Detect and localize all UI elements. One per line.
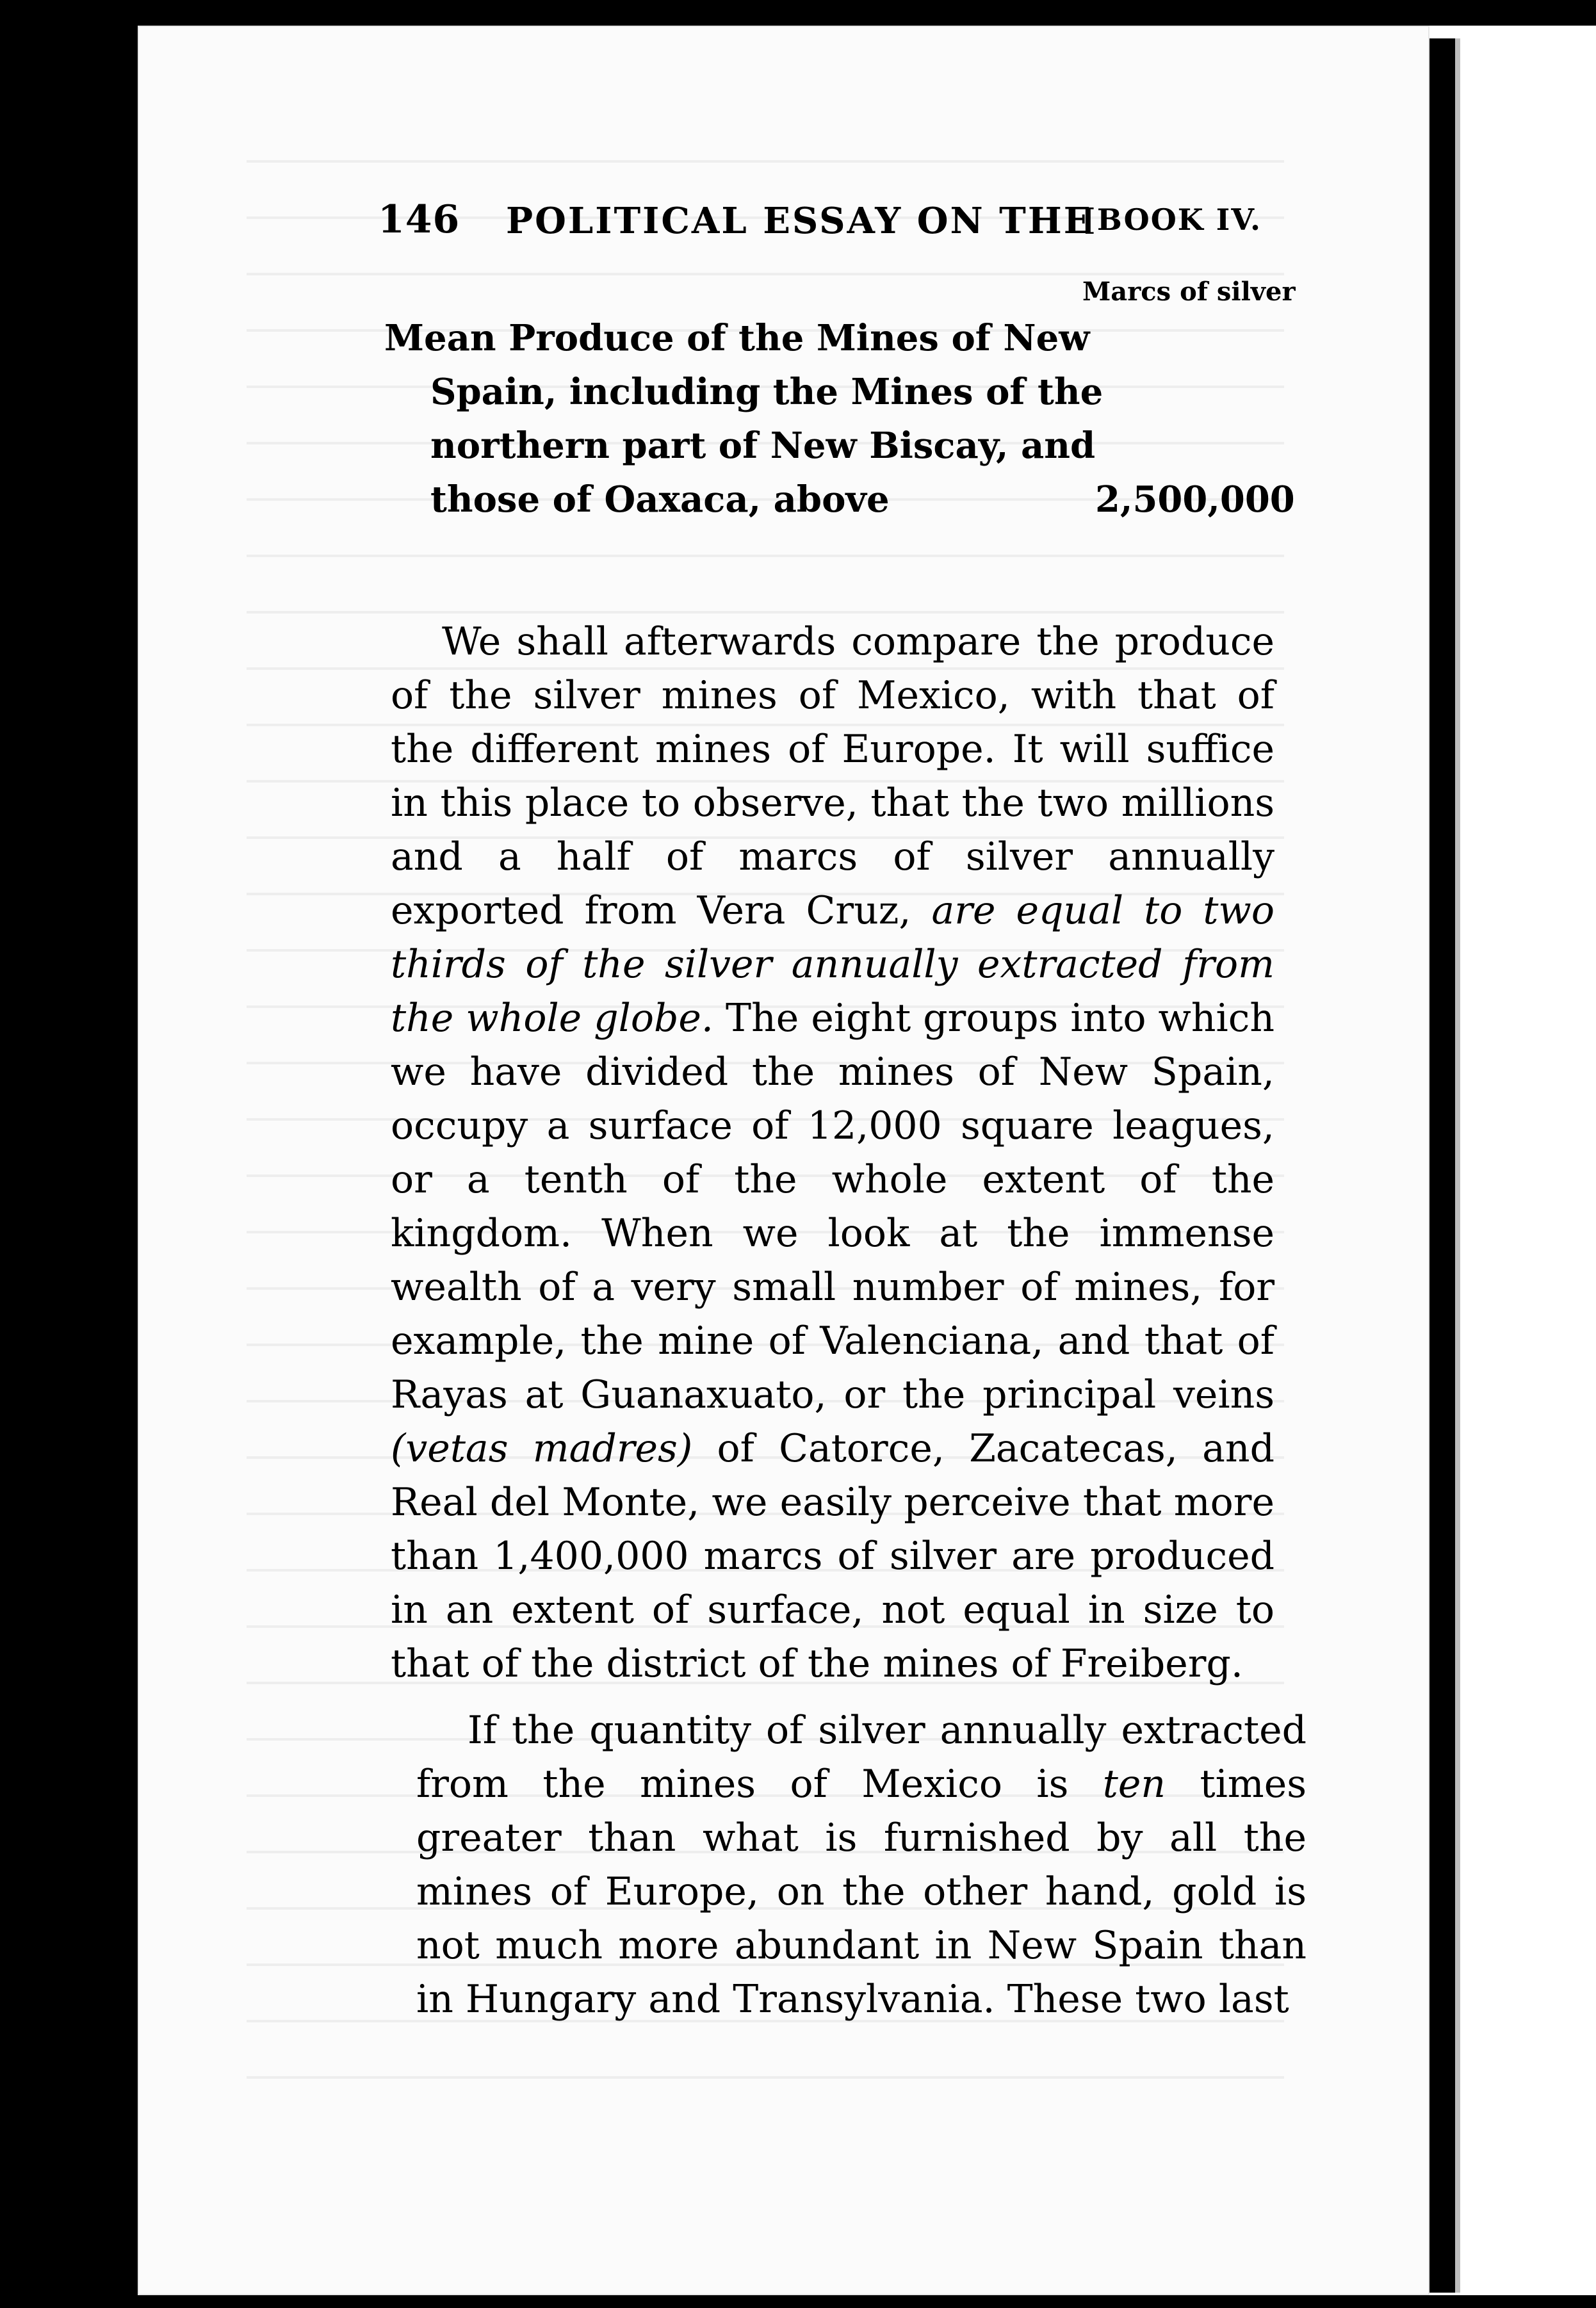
table-entry-line: those of Oaxaca, above xyxy=(430,478,890,521)
paragraph-text: We shall afterwards compare the produce of the silver mines of Mexico, with that of the different mines of Europe. It will suffice in this place to observe, that the two millions and a half of marcs of silver annually exported from Vera Cruz, xyxy=(391,619,1274,933)
book-reference: [BOOK IV. xyxy=(1082,202,1262,237)
table-entry-line: Spain, including the Mines of the xyxy=(430,371,1103,413)
scan-bottom-border xyxy=(138,2295,1596,2308)
paragraph-text: times greater than what is furnished by all the mines of Europe, on the other hand, gold is not much more abundant in New Spain than in Hungary and Transylvania. These two last xyxy=(416,1762,1307,2022)
scan-left-border xyxy=(0,0,138,2308)
page-number: 146 xyxy=(378,197,460,242)
paragraph-text: The eight groups into which we have divided the mines of New Spain, occupy a surface of 12,000 square leagues, or a tenth of the whole extent of the kingdom. When we look at the immense wealth of a very small number of mines, for example, the mine of Valenciana, and that of Rayas at Guanaxuato, or the principal veins xyxy=(391,996,1274,1417)
paragraph-text: If the quantity of silver annually extracted from the mines of Mexico is xyxy=(416,1708,1307,1807)
body-paragraph xyxy=(391,615,1274,1691)
scan-top-border xyxy=(0,0,1596,26)
paragraph-italic-text: (vetas madres) xyxy=(391,1426,693,1471)
page-heading: POLITICAL ESSAY ON THE xyxy=(506,200,1093,242)
paragraph-italic-text: ten xyxy=(1102,1762,1166,1807)
body-paragraph xyxy=(416,1703,1307,2026)
table-entry-line: northern part of New Biscay, and xyxy=(430,425,1096,467)
scan-gutter-stripe xyxy=(1455,38,1460,2293)
table-entry-line: Mean Produce of the Mines of New xyxy=(384,317,1090,359)
table-value: 2,500,000 xyxy=(1095,478,1295,521)
scan-right-border xyxy=(1429,38,1455,2293)
running-head xyxy=(378,197,1274,268)
table-unit-label: Marcs of silver xyxy=(1082,277,1296,307)
paragraph-italic-text: are equal to two thirds of the silver annually extracted from the whole globe. xyxy=(391,888,1275,1041)
paragraph-text: of Catorce, Zacatecas, and Real del Monte, we easily perceive that more than 1,400,000 marcs of silver are produced in an extent of surface, not equal in size to that of the district of the mines of Freiberg. xyxy=(391,1426,1274,1686)
